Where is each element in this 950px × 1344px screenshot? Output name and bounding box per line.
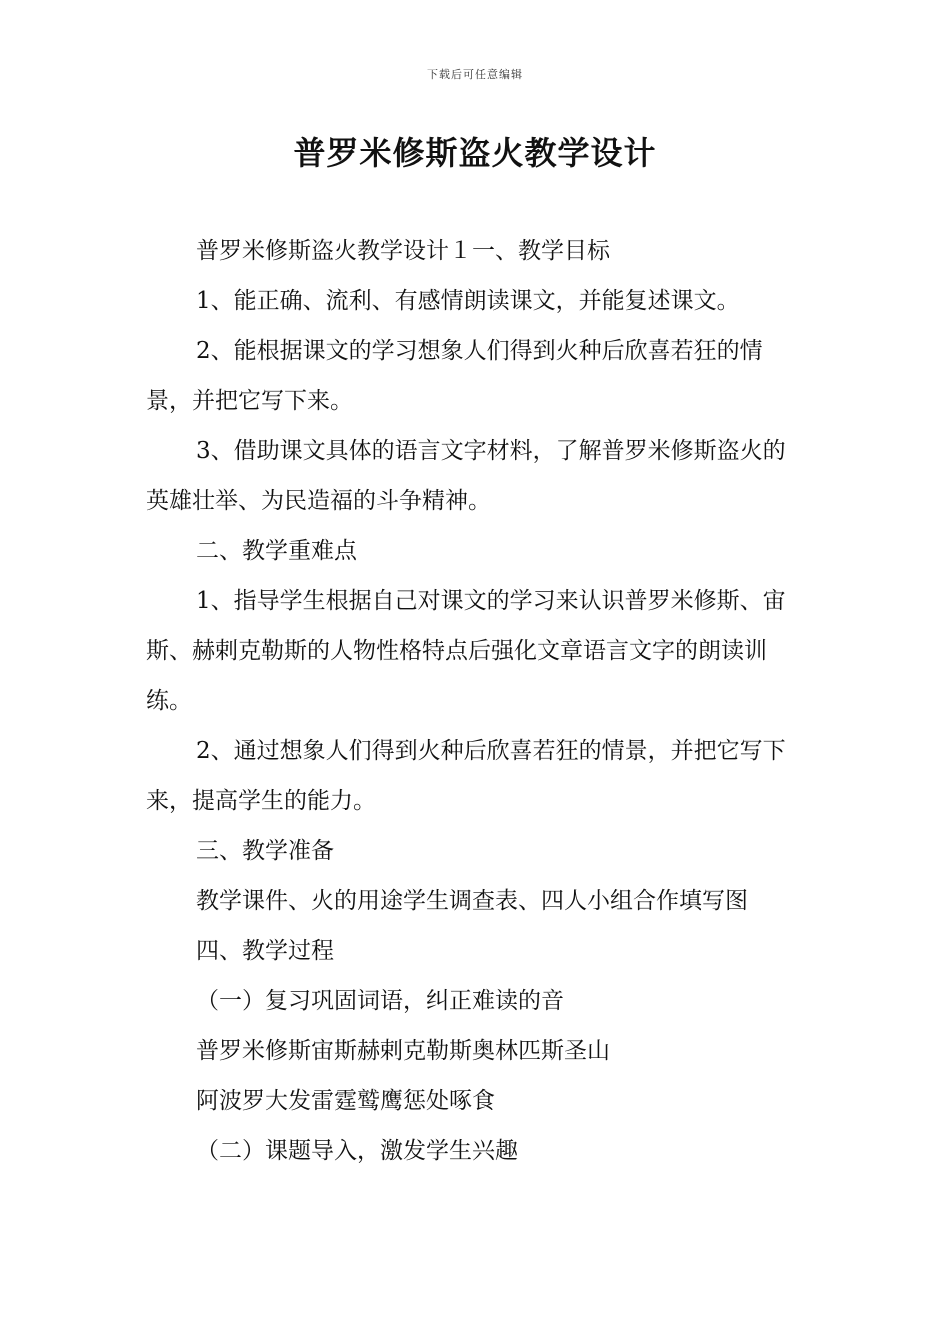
paragraph: 2、能根据课文的学习想象人们得到火种后欣喜若狂的情景，并把它写下来。: [146, 338, 763, 414]
paragraph: （二）课题导入，激发学生兴趣: [196, 1138, 518, 1164]
document-body: [146, 226, 806, 1176]
paragraph: 普罗米修斯宙斯赫剌克勒斯奥林匹斯圣山: [196, 1038, 610, 1064]
paragraph: （一）复习巩固词语，纠正难读的音: [196, 988, 564, 1014]
paragraph: 教学课件、火的用途学生调查表、四人小组合作填写图: [196, 888, 748, 914]
section-heading: 二、教学重难点: [196, 538, 357, 564]
paragraph: 3、借助课文具体的语言文字材料，了解普罗米修斯盗火的英雄壮举、为民造福的斗争精神。: [146, 438, 786, 514]
paragraph: 阿波罗大发雷霆鹫鹰惩处啄食: [196, 1088, 495, 1114]
document-title: 普罗米修斯盗火教学设计: [293, 134, 657, 172]
paragraph: 1、指导学生根据自己对课文的学习来认识普罗米修斯、宙斯、赫剌克勒斯的人物性格特点后强化文章语言文字的朗读训练。: [146, 588, 786, 714]
paragraph: 2、通过想象人们得到火种后欣喜若狂的情景，并把它写下来，提高学生的能力。: [146, 738, 786, 814]
paragraph: 普罗米修斯盗火教学设计１一、教学目标: [196, 238, 610, 264]
page-header-note: 下载后可任意编辑: [427, 68, 523, 81]
paragraph: 1、能正确、流利、有感情朗读课文，并能复述课文。: [196, 288, 740, 314]
section-heading: 三、教学准备: [196, 838, 334, 864]
section-heading: 四、教学过程: [196, 938, 334, 964]
